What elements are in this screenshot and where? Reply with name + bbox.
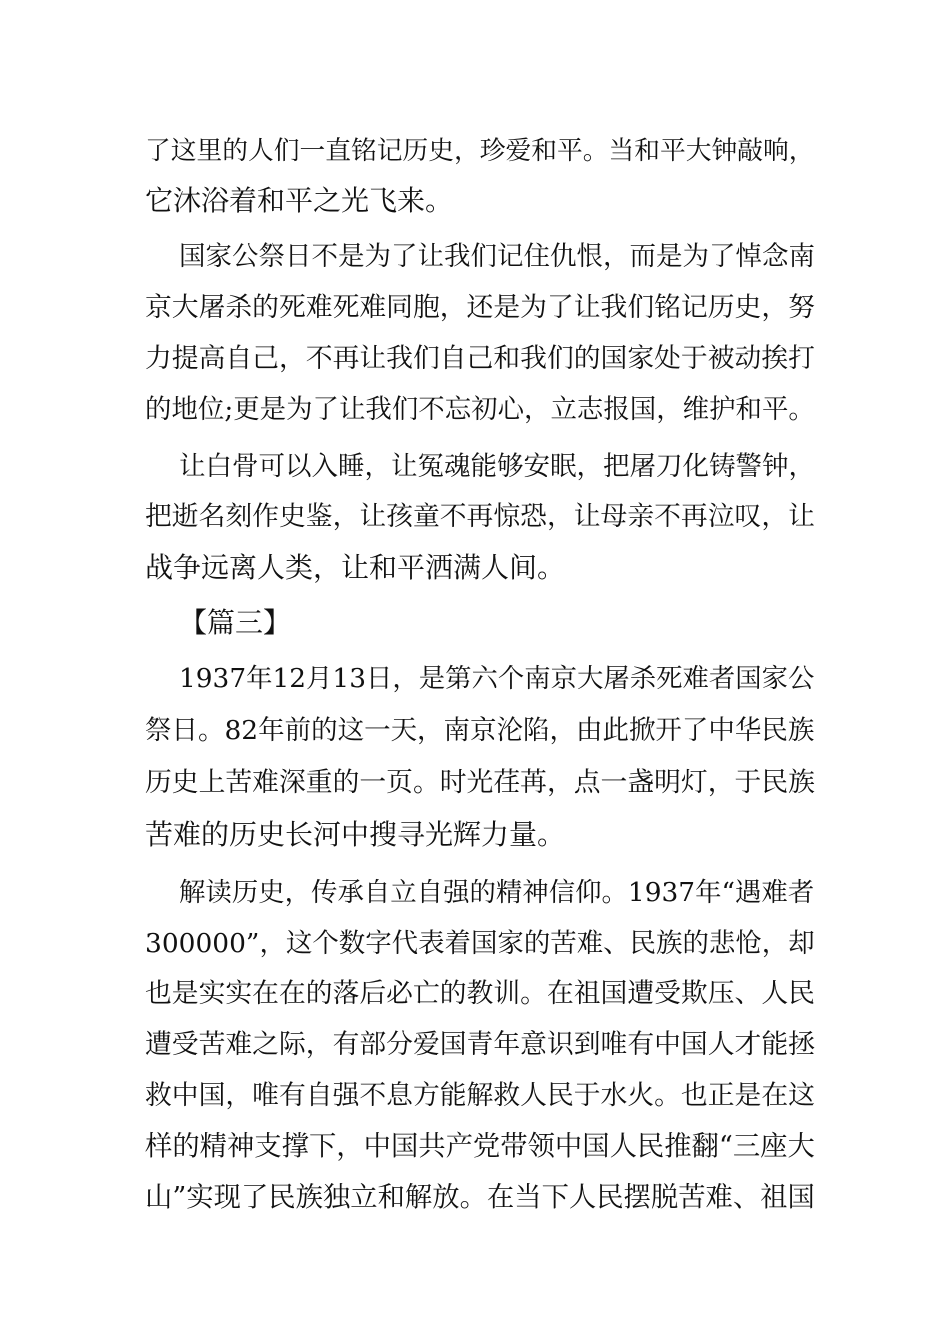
paragraph-start-line: 解读历史，传承自立自强的精神信仰。1937年“遇难者	[179, 877, 815, 908]
text-line: 山”实现了民族独立和解放。在当下人民摆脱苦难、祖国	[145, 1182, 815, 1213]
text-line: 了这里的人们一直铭记历史，珍爱和平。当和平大钟敲响，	[145, 136, 815, 166]
text-line: 样的精神支撑下，中国共产党带领中国人民推翻“三座大	[145, 1131, 815, 1162]
text-line: 力提高自己，不再让我们自己和我们的国家处于被动挨打	[145, 343, 815, 374]
text-line: 300000”，这个数字代表着国家的苦难、民族的悲怆，却	[145, 928, 815, 959]
text-line: 的地位;更是为了让我们不忘初心，立志报国，维护和平。	[145, 394, 815, 425]
text-line: 遭受苦难之际，有部分爱国青年意识到唯有中国人才能拯	[145, 1029, 815, 1060]
text-line: 把逝名刻作史鉴，让孩童不再惊恐，让母亲不再泣叹，让	[145, 501, 815, 532]
text-line: 救中国，唯有自强不息方能解救人民于水火。也正是在这	[145, 1080, 815, 1111]
text-line: 历史上苦难深重的一页。时光荏苒，点一盏明灯，于民族	[145, 767, 815, 798]
text-line: 京大屠杀的死难死难同胞，还是为了让我们铭记历史，努	[145, 292, 815, 323]
text-line: 也是实实在在的落后必亡的教训。在祖国遭受欺压、人民	[145, 978, 815, 1009]
text-line: 祭日。82年前的这一天，南京沦陷，由此掀开了中华民族	[145, 715, 815, 746]
paragraph-start-line: 1937年12月13日，是第六个南京大屠杀死难者国家公	[179, 664, 815, 694]
text-line: 战争远离人类，让和平洒满人间。	[145, 551, 566, 584]
paragraph-start-line: 让白骨可以入睡，让冤魂能够安眠，把屠刀化铸警钟，	[179, 451, 815, 482]
section-heading: 【篇三】	[179, 606, 292, 639]
text-line: 它沐浴着和平之光飞来。	[145, 184, 454, 217]
paragraph-start-line: 国家公祭日不是为了让我们记住仇恨，而是为了悼念南	[179, 241, 815, 272]
text-line: 苦难的历史长河中搜寻光辉力量。	[145, 818, 566, 851]
